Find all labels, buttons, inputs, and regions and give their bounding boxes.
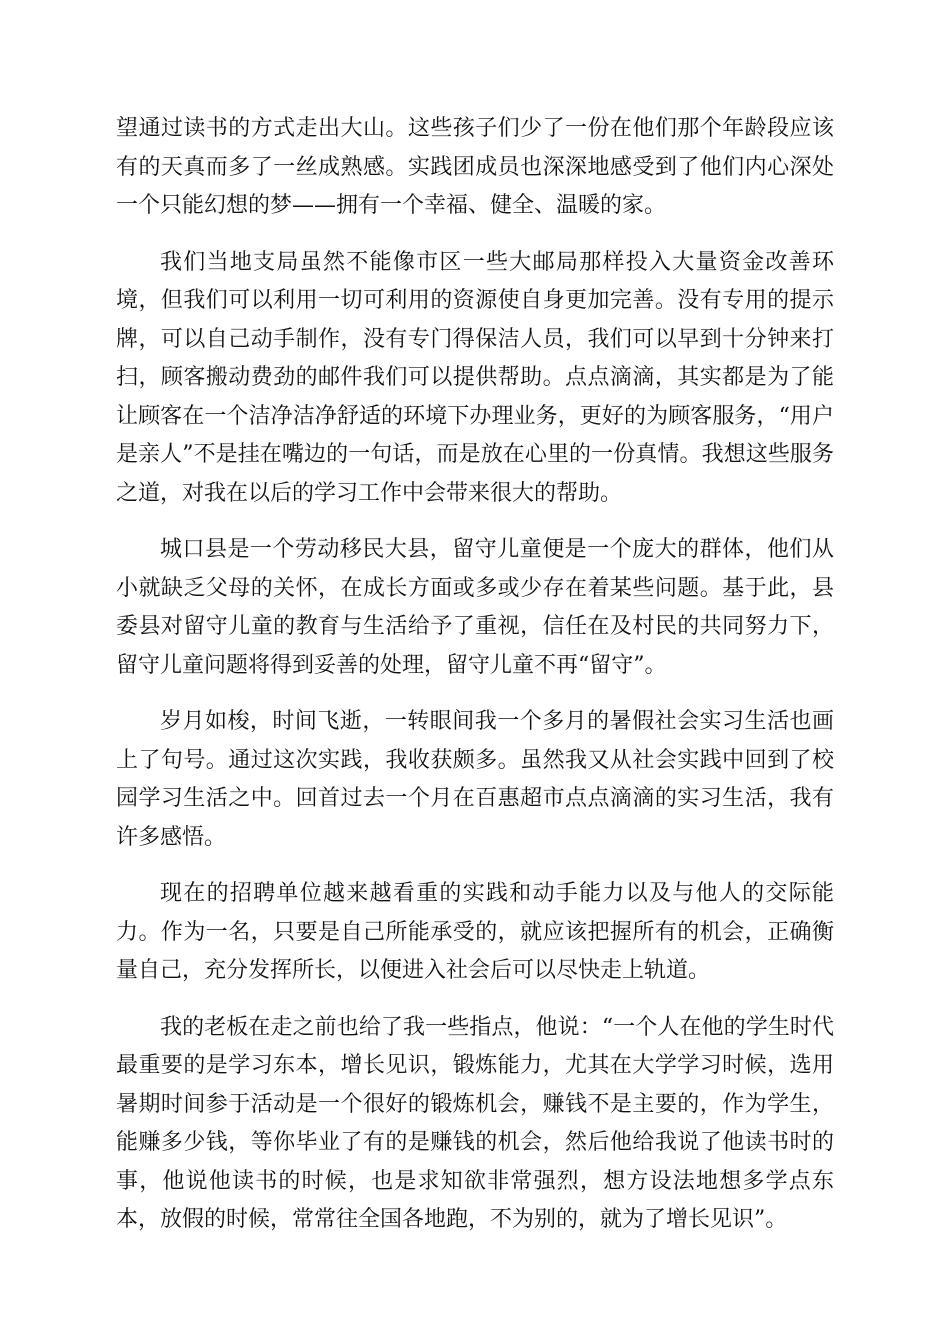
paragraph-4: 岁月如梭，时间飞逝，一转眼间我一个多月的暑假社会实习生活也画上了句号。通过这次实践，我收获颇多。虽然我又从社会实践中回到了校园学习生活之中。回首过去一个月在百惠超市点点滴滴的实习生活，我有许多感悟。 xyxy=(116,709,834,850)
paragraph-2: 我们当地支局虽然不能像市区一些大邮局那样投入大量资金改善环境，但我们可以利用一切可利用的资源使自身更加完善。没有专用的提示牌，可以自己动手制作，没有专门得保洁人员，我们可以早到十分钟来打扫，顾客搬动费劲的邮件我们可以提供帮助。点点滴滴，其实都是为了能让顾客在一个洁净洁净舒适的环境下办理业务，更好的为顾客服务，“用户是亲人”不是挂在嘴边的一句话，而是放在心里的一份真情。我想这些服务之道，对我在以后的学习工作中会带来很大的帮助。 xyxy=(116,249,834,506)
document-body xyxy=(116,110,834,1240)
paragraph-1: 望通过读书的方式走出大山。这些孩子们少了一份在他们那个年龄段应该有的天真而多了一丝成熟感。实践团成员也深深地感受到了他们内心深处一个只能幻想的梦——拥有一个幸福、健全、温暖的家。 xyxy=(116,116,834,218)
paragraph-5: 现在的招聘单位越来越看重的实践和动手能力以及与他人的交际能力。作为一名，只要是自己所能承受的，就应该把握所有的机会，正确衡量自己，充分发挥所长，以便进入社会后可以尽快走上轨道。 xyxy=(116,881,834,983)
paragraph-3: 城口县是一个劳动移民大县，留守儿童便是一个庞大的群体，他们从小就缺乏父母的关怀，在成长方面或多或少存在着某些问题。基于此，县委县对留守儿童的教育与生活给予了重视，信任在及村民的共同努力下，留守儿童问题将得到妥善的处理，留守儿童不再“留守”。 xyxy=(116,537,834,678)
paragraph-6: 我的老板在走之前也给了我一些指点，他说：“一个人在他的学生时代最重要的是学习东本，增长见识，锻炼能力，尤其在大学学习时候，选用暑期时间参于活动是一个很好的锻炼机会，赚钱不是主要的，作为学生，能赚多少钱，等你毕业了有的是赚钱的机会，然后他给我说了他读书时的事，他说他读书的时候，也是求知欲非常强烈，想方设法地想多学点东本，放假的时候，常常往全国各地跑，不为别的，就为了增长见识”。 xyxy=(116,1014,834,1232)
